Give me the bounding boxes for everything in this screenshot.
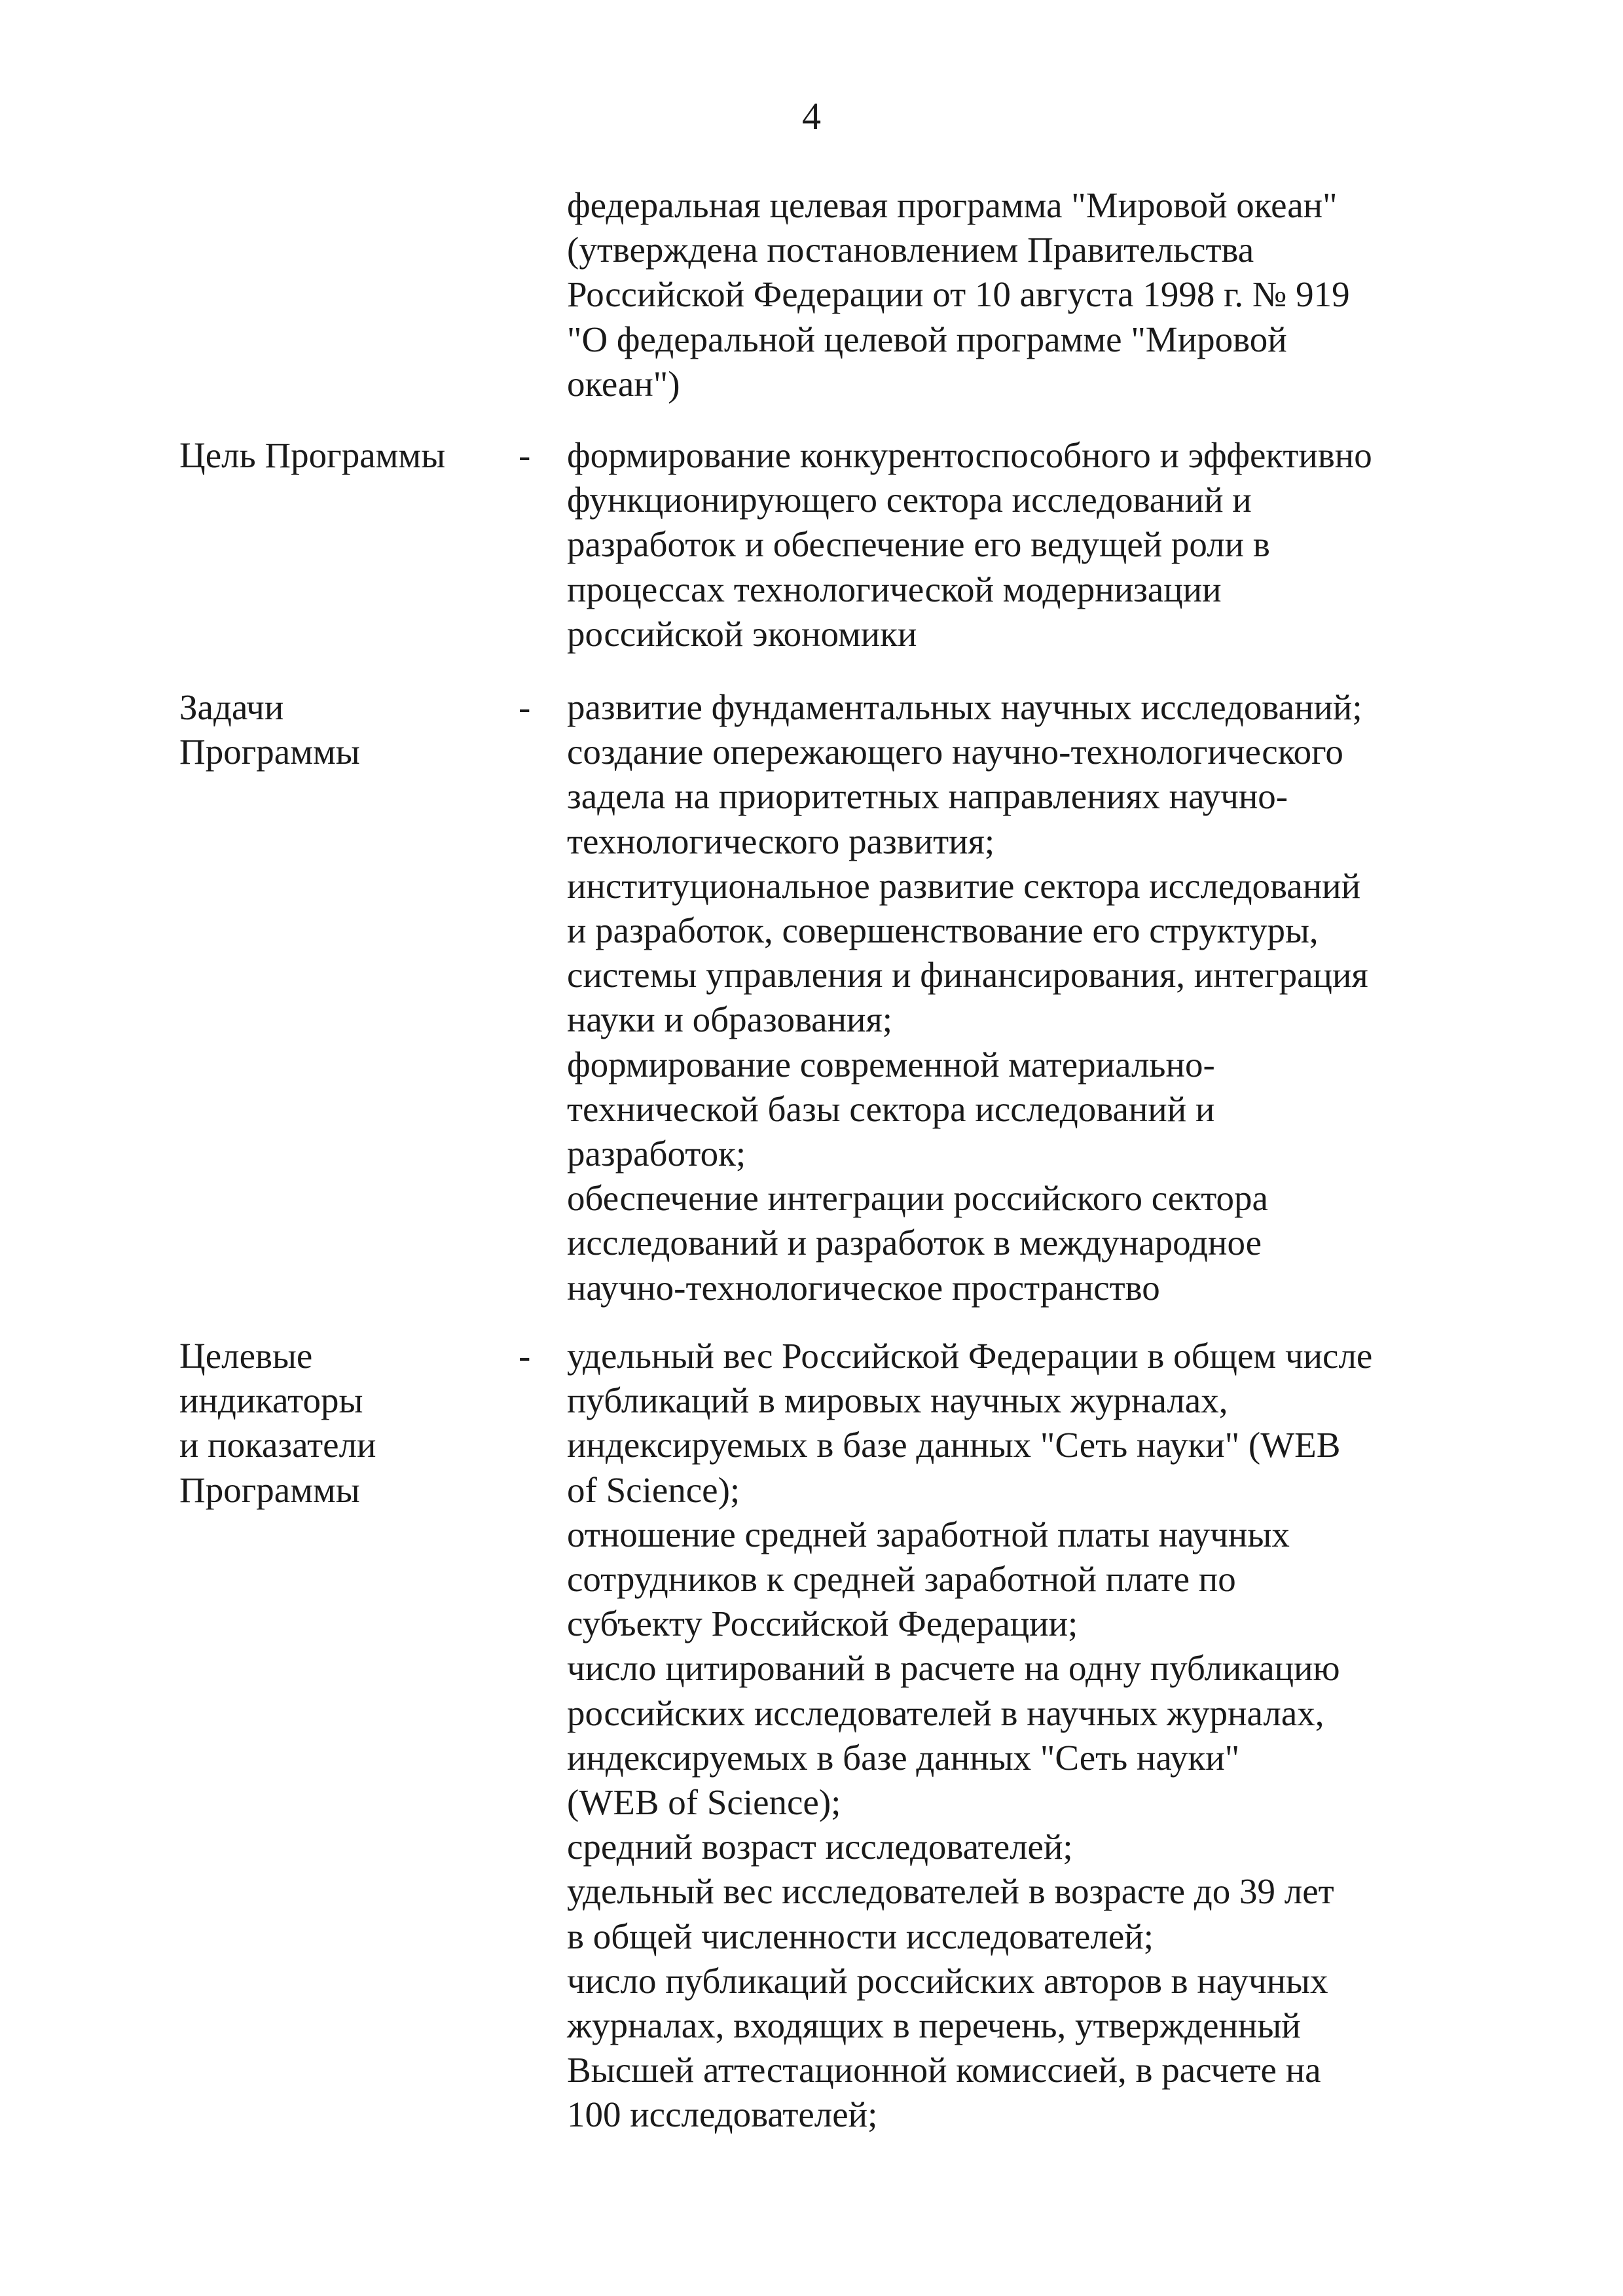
section-label — [179, 1334, 494, 1513]
label-line: индикаторы — [179, 1380, 363, 1421]
text-line: системы управления и финансирования, интеграция — [567, 955, 1368, 996]
dash-separator: - — [519, 687, 531, 727]
text-line: развитие фундаментальных научных исследований; — [567, 687, 1362, 727]
text-line: российской экономики — [567, 613, 917, 654]
label-line: и показатели — [179, 1425, 376, 1465]
text-line: индексируемых в базе данных "Сеть науки" — [567, 1737, 1240, 1778]
section-value — [567, 433, 1497, 656]
text-line: федеральная целевая программа "Мировой океан" — [567, 185, 1338, 225]
text-line: создание опережающего научно-технологического — [567, 732, 1343, 772]
text-line: сотрудников к средней заработной плате по — [567, 1559, 1236, 1600]
text-line: субъекту Российской Федерации; — [567, 1604, 1078, 1644]
text-line: технологического развития; — [567, 821, 995, 861]
text-line: журналах, входящих в перечень, утвержденный — [567, 2005, 1301, 2046]
text-line: технической базы сектора исследований и — [567, 1088, 1215, 1129]
label-line: Задачи — [179, 687, 284, 727]
section-value — [567, 1334, 1497, 2138]
text-line: отношение средней заработной платы научных — [567, 1514, 1290, 1554]
text-line: (WEB of Science); — [567, 1782, 841, 1823]
text-line: исследований и разработок в международное — [567, 1223, 1262, 1263]
text-line: в общей численности исследователей; — [567, 1916, 1154, 1956]
text-line: of Science); — [567, 1469, 740, 1510]
label-line: Целевые — [179, 1336, 313, 1376]
text-line: обеспечение интеграции российского сектора — [567, 1178, 1268, 1219]
text-line: океан") — [567, 363, 680, 404]
text-line: (утверждена постановлением Правительства — [567, 230, 1254, 270]
dash-separator: - — [519, 435, 531, 475]
text-line: 100 исследователей; — [567, 2094, 878, 2135]
section-label — [179, 685, 494, 774]
text-line: разработок и обеспечение его ведущей роли в — [567, 524, 1270, 565]
text-line: функционирующего сектора исследований и — [567, 480, 1252, 520]
text-line: научно-технологическое пространство — [567, 1267, 1160, 1308]
text-line: число публикаций российских авторов в научных — [567, 1960, 1328, 2001]
dash-separator: - — [519, 1336, 531, 1376]
text-line: средний возраст исследователей; — [567, 1827, 1073, 1867]
text-line: процессах технологической модернизации — [567, 569, 1222, 609]
text-line: публикаций в мировых научных журналах, — [567, 1380, 1228, 1421]
text-line: число цитирований в расчете на одну публикацию — [567, 1648, 1340, 1689]
label-line: Программы — [179, 1469, 360, 1510]
text-line: Российской Федерации от 10 августа 1998 г. № 919 — [567, 274, 1350, 315]
text-line: Высшей аттестационной комиссией, в расчете на — [567, 2050, 1321, 2090]
text-line: формирование конкурентоспособного и эффективно — [567, 435, 1372, 475]
text-line: удельный вес Российской Федерации в общем числе — [567, 1336, 1373, 1376]
text-line: разработок; — [567, 1134, 746, 1174]
text-line: формирование современной материально- — [567, 1044, 1215, 1085]
text-line: индексируемых в базе данных "Сеть науки" (WEB — [567, 1425, 1341, 1465]
intro-text — [567, 183, 1497, 406]
text-line: задела на приоритетных направлениях научно- — [567, 776, 1288, 817]
text-line: и разработок, совершенствование его структуры, — [567, 910, 1319, 951]
label-line: Цель Программы — [179, 435, 446, 475]
text-line: "О федеральной целевой программе "Мировой — [567, 319, 1287, 359]
text-line: институциональное развитие сектора исследований — [567, 865, 1361, 906]
text-line: удельный вес исследователей в возрасте до 39 лет — [567, 1871, 1334, 1912]
section-value — [567, 685, 1497, 1310]
label-line: Программы — [179, 732, 360, 772]
text-line: науки и образования; — [567, 999, 893, 1040]
section-label — [179, 433, 494, 478]
text-line: российских исследователей в научных журналах, — [567, 1693, 1324, 1733]
page-number: 4 — [802, 95, 821, 137]
